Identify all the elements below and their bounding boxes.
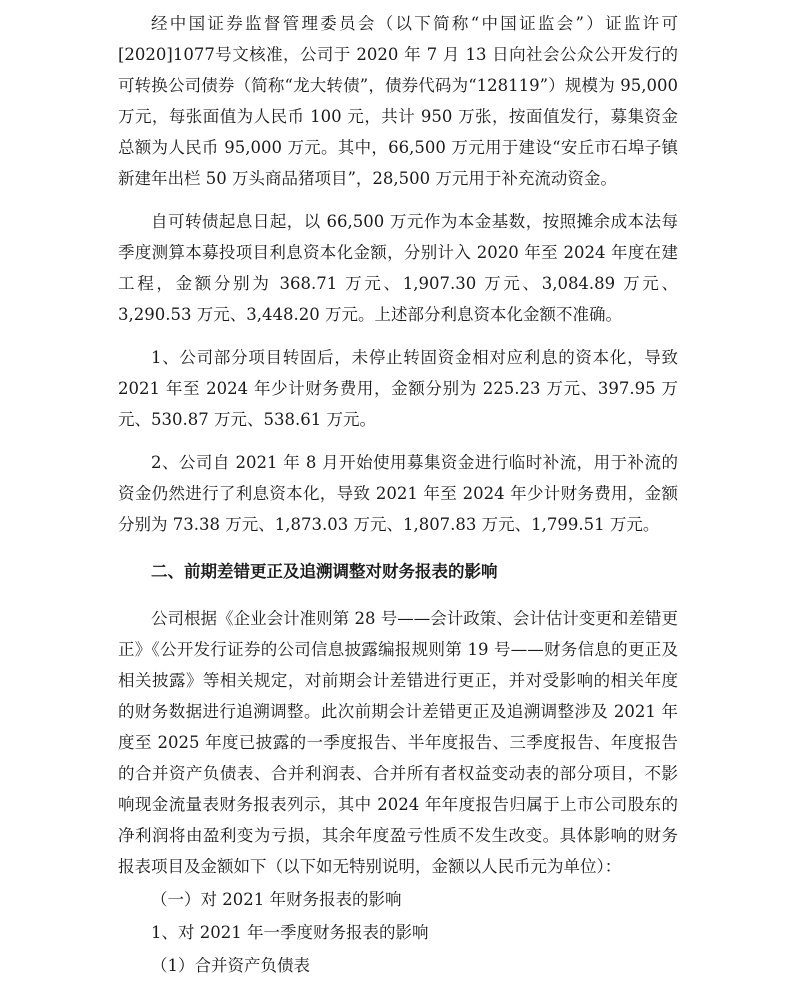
paragraph-bond-issuance: 经中国证券监督管理委员会（以下简称“中国证监会”）证监许可[2020]1077号文核准，公司于 2020 年 7 月 13 日向社会公众公开发行的可转换公司债券（简称“龙大转债”，债券代码为“128119”）规模为 95,000 万元，每张面值为人民币 100 元，共计 950 万张，按面值发行，募集资金总额为人民币 95,000 万元。其中，66,500 万元用于建设“安丘市石埠子镇新建年出栏 50 万头商品猪项目”，28,500 万元用于补充流动资金。 xyxy=(118,14,678,188)
paragraph-item-1: 1、公司部分项目转固后，未停止转固资金相对应利息的资本化，导致 2021 年至 2024 年少计财务费用，金额分别为 225.23 万元、397.95 万元、530.87 万元、538.61 万元。 xyxy=(118,348,678,429)
paragraph-interest-capitalization: 自可转债起息日起，以 66,500 万元作为本金基数，按照摊余成本法每季度测算本募投项目利息资本化金额，分别计入 2020 年至 2024 年度在建工程，金额分别为 368.71 万元、1,907.30 万元、3,084.89 万元、3,290.53 万元、3,448.20 万元。上述部分利息资本化金额不准确。 xyxy=(118,212,678,324)
subheading-2021-q1: 1、对 2021 年一季度财务报表的影响 xyxy=(151,923,429,942)
paragraph-section-body: 公司根据《企业会计准则第 28 号——会计政策、会计估计变更和差错更正》《公开发行证券的公司信息披露编报规则第 19 号——财务信息的更正及相关披露》等相关规定，对前期会计差错进行更正，并对受影响的相关年度的财务数据进行追溯调整。此次前期会计差错更正及追溯调整涉及 2021 年度至 2025 年度已披露的一季度报告、半年度报告、三季度报告、年度报告的合并资产负债表、合并利润表、合并所有者权益变动表的部分项目，不影响现金流量表财务报表列示，其中 2024 年年度报告归属于上市公司股东的净利润将由盈利变为亏损，其余年度盈亏性质不发生改变。具体影响的财务报表项目及金额如下（以下如无特别说明，金额以人民币元为单位）： xyxy=(118,609,678,876)
section-heading: 二、前期差错更正及追溯调整对财务报表的影响 xyxy=(151,562,498,581)
subheading-balance-sheet: （1）合并资产负债表 xyxy=(151,956,310,975)
paragraph-item-2: 2、公司自 2021 年 8 月开始使用募集资金进行临时补流，用于补流的资金仍然进行了利息资本化，导致 2021 年至 2024 年少计财务费用，金额分别为 73.38 万元、1,873.03 万元、1,807.83 万元、1,799.51 万元。 xyxy=(118,453,678,534)
subheading-2021-impact: （一）对 2021 年财务报表的影响 xyxy=(151,890,402,909)
document-page xyxy=(118,8,678,981)
